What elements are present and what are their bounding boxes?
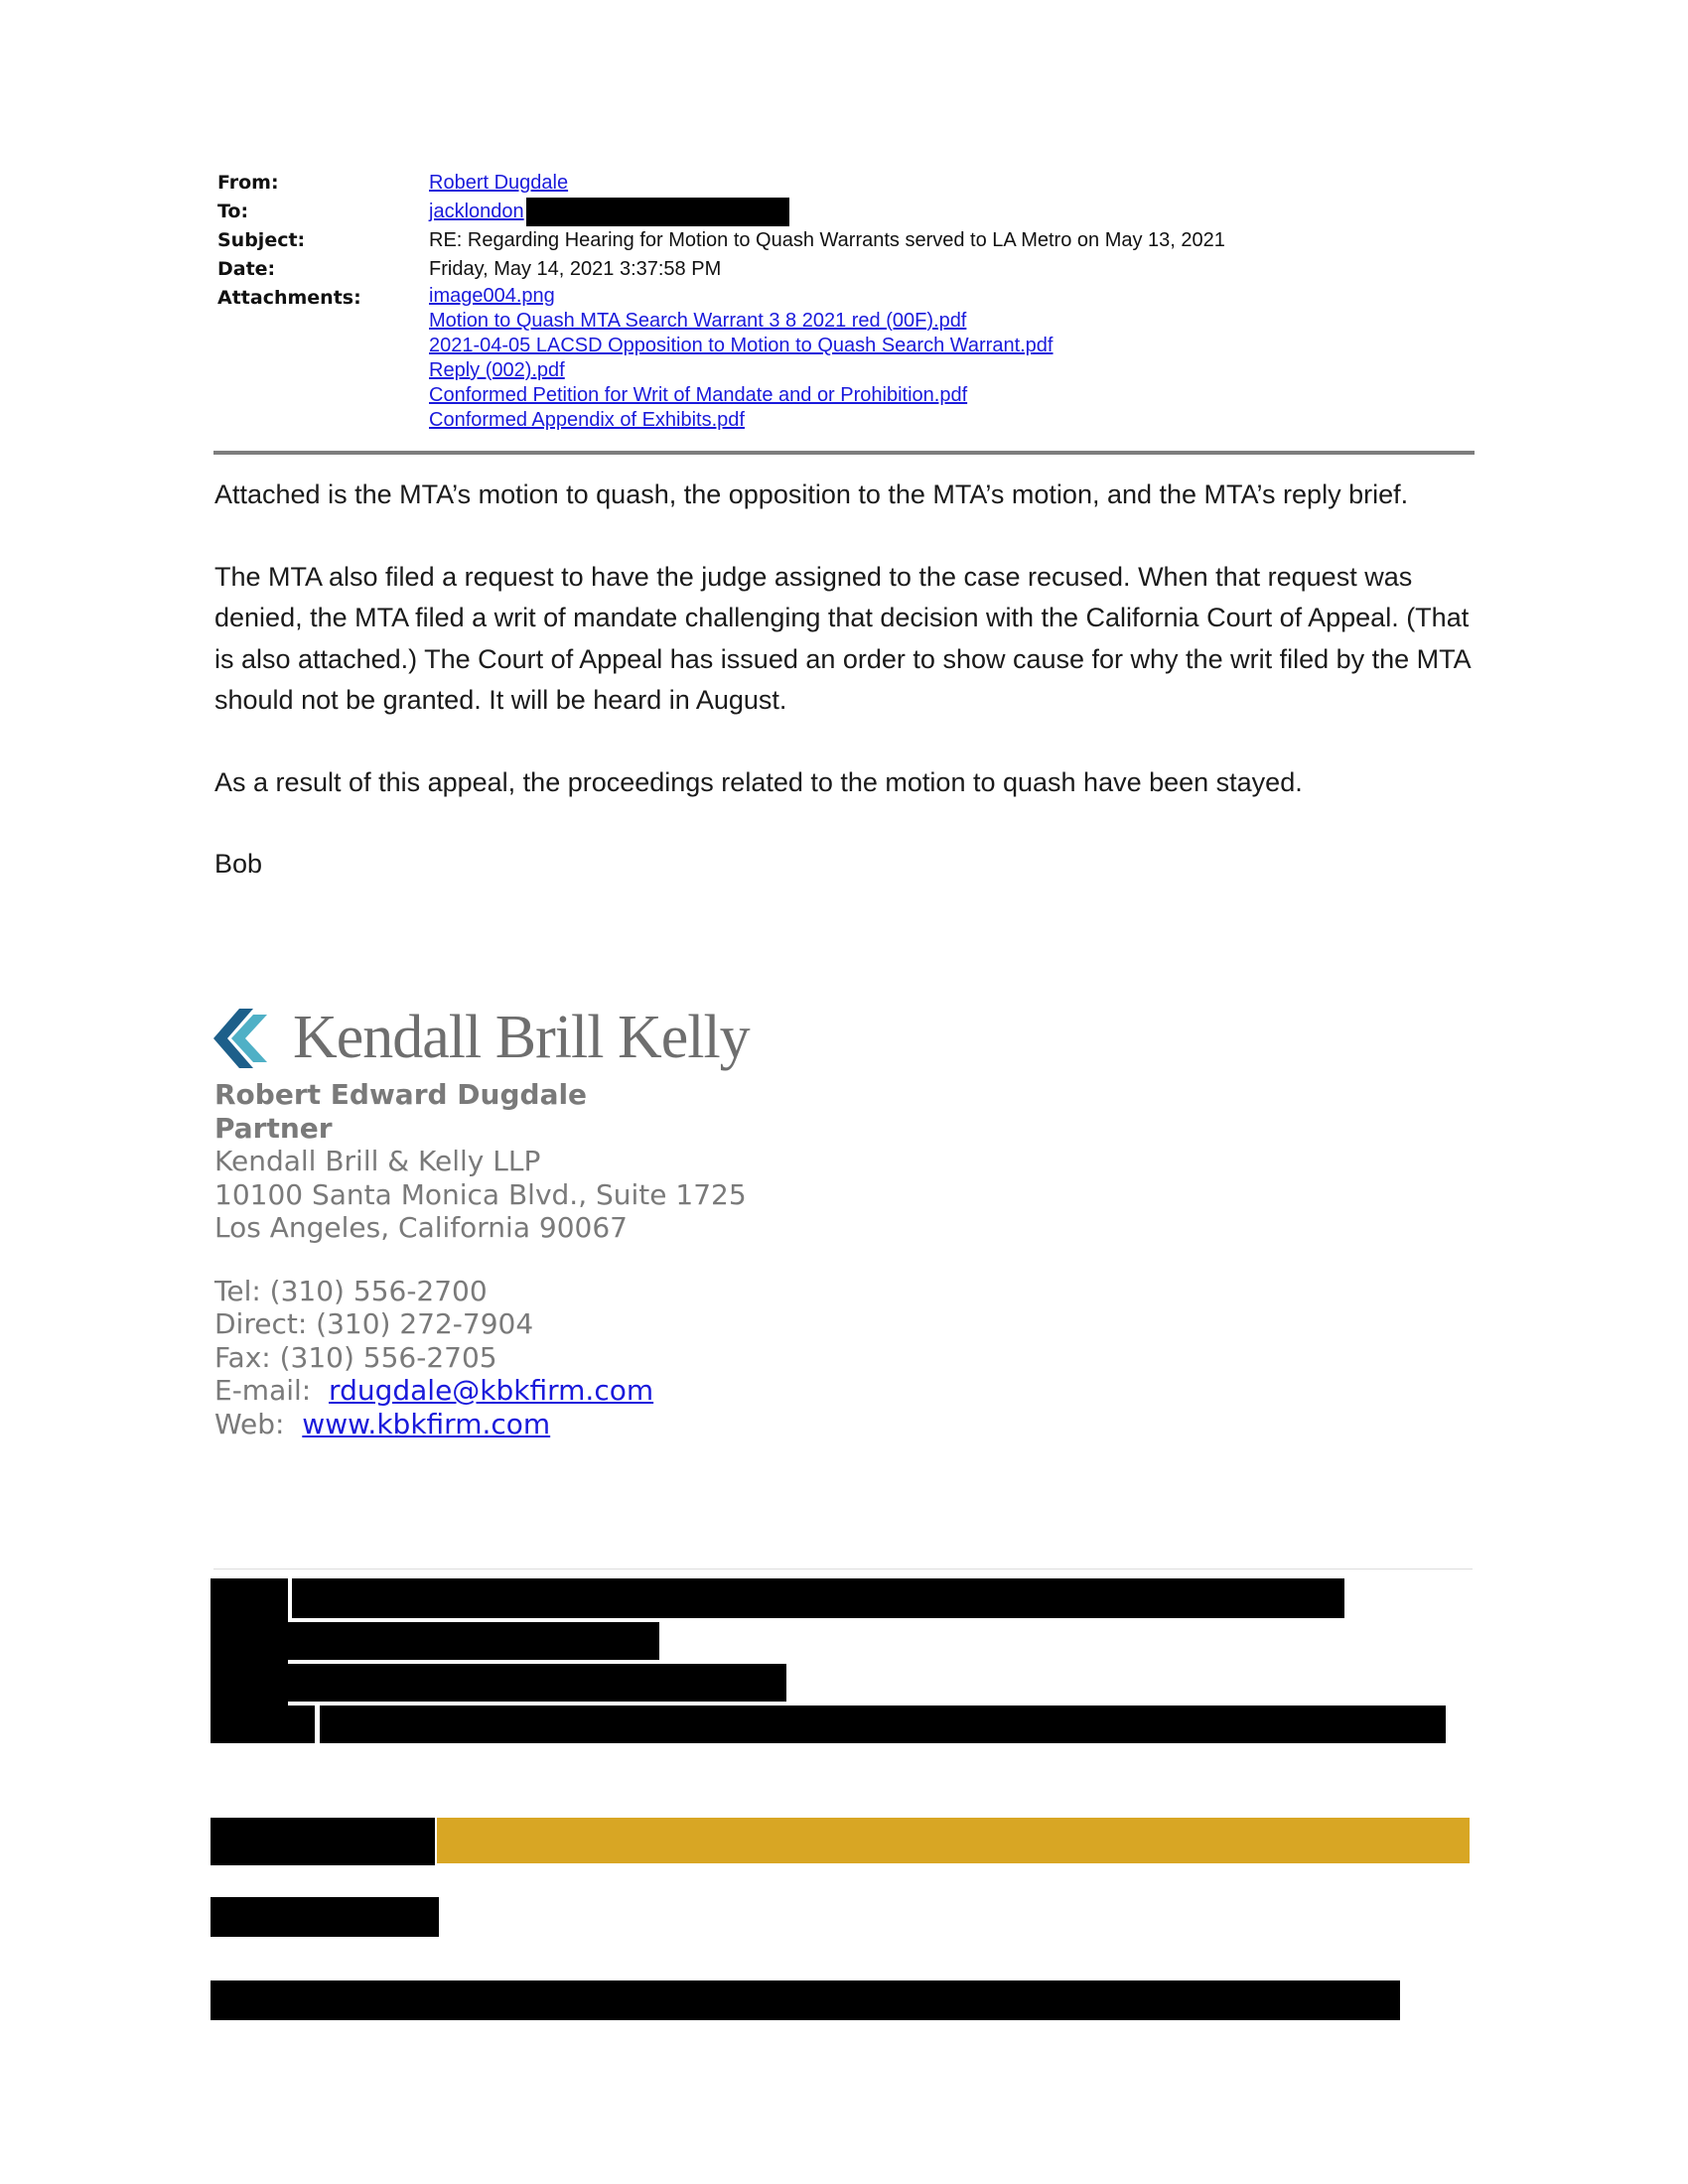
from-link[interactable]: Robert Dugdale [429, 172, 569, 194]
email-label: E-mail: [214, 1374, 312, 1407]
body-signoff: Bob [214, 849, 263, 879]
from-label: From: [217, 172, 279, 194]
gold-banner-bar [437, 1818, 1470, 1863]
redaction-block [211, 1664, 255, 1702]
attachment-link[interactable]: Conformed Petition for Writ of Mandate and or Prohibition.pdf [429, 384, 968, 406]
header-divider [213, 451, 1475, 455]
from-row [217, 169, 1225, 198]
web-label: Web: [214, 1407, 285, 1440]
signature-firm: Kendall Brill & Kelly LLP [214, 1145, 541, 1177]
web-link[interactable]: www.kbkfirm.com [302, 1407, 551, 1440]
to-label: To: [217, 201, 249, 222]
to-link[interactable]: jacklondon [429, 201, 524, 222]
email-header [217, 169, 1225, 433]
body-paragraph: Attached is the MTA’s motion to quash, the opposition to the MTA’s motion, and the MTA’s reply brief. [214, 479, 1409, 509]
redaction-block [284, 1622, 659, 1660]
attachments-list [429, 284, 1054, 433]
date-value: Friday, May 14, 2021 3:37:58 PM [429, 258, 722, 280]
kbk-logo-icon [213, 1009, 267, 1068]
firm-logo [213, 1003, 750, 1073]
email-body [214, 475, 1476, 926]
email-link[interactable]: rdugdale@kbkfirm.com [329, 1374, 654, 1407]
signature-address1: 10100 Santa Monica Blvd., Suite 1725 [214, 1177, 747, 1211]
subject-label: Subject: [217, 229, 306, 251]
signature-title: Partner [214, 1111, 333, 1145]
signature-block [214, 1078, 747, 1440]
redaction-block [292, 1578, 1344, 1618]
redaction-block [211, 1818, 435, 1865]
date-label: Date: [217, 258, 276, 280]
redaction-to [526, 198, 789, 226]
attachment-link[interactable]: 2021-04-05 LACSD Opposition to Motion to Quash Search Warrant.pdf [429, 335, 1054, 356]
redaction-block [211, 1706, 315, 1743]
attachment-link[interactable]: Conformed Appendix of Exhibits.pdf [429, 409, 745, 431]
logo-wordmark: Kendall Brill Kelly [293, 1004, 750, 1071]
attachments-label: Attachments: [217, 287, 361, 309]
signature-direct: Direct: (310) 272-7904 [214, 1307, 534, 1340]
body-paragraph: The MTA also filed a request to have the judge assigned to the case recused. When that request was denied, the MTA filed a writ of mandate challenging that decision with the California Court of Appeal. (That is also attached.) The Court of Appeal has issued an order to show cause for why the writ filed by the MTA should not be granted. It will be heard in August. [214, 561, 1471, 715]
subject-row [217, 226, 1225, 255]
attachment-link[interactable]: image004.png [429, 285, 555, 307]
date-row [217, 255, 1225, 284]
redaction-block [211, 1980, 1400, 2020]
quoted-divider [213, 1569, 1473, 1570]
to-row [217, 198, 1225, 226]
signature-web-row [214, 1408, 747, 1441]
body-paragraph: As a result of this appeal, the proceedings related to the motion to quash have been stayed. [214, 766, 1303, 797]
signature-fax: Fax: (310) 556-2705 [214, 1340, 497, 1374]
redaction-block [211, 1897, 439, 1937]
attachments-row [217, 284, 1225, 433]
signature-tel: Tel: (310) 556-2700 [214, 1274, 488, 1307]
attachment-link[interactable]: Reply (002).pdf [429, 359, 565, 381]
signature-email-row [214, 1374, 747, 1408]
subject-value: RE: Regarding Hearing for Motion to Quash Warrants served to LA Metro on May 13, 2021 [429, 229, 1225, 251]
signature-name: Robert Edward Dugdale [214, 1078, 588, 1111]
attachment-link[interactable]: Motion to Quash MTA Search Warrant 3 8 2021 red (00F).pdf [429, 310, 967, 332]
redaction-block [260, 1664, 786, 1702]
redaction-block [320, 1706, 1446, 1743]
signature-address2: Los Angeles, California 90067 [214, 1211, 628, 1244]
